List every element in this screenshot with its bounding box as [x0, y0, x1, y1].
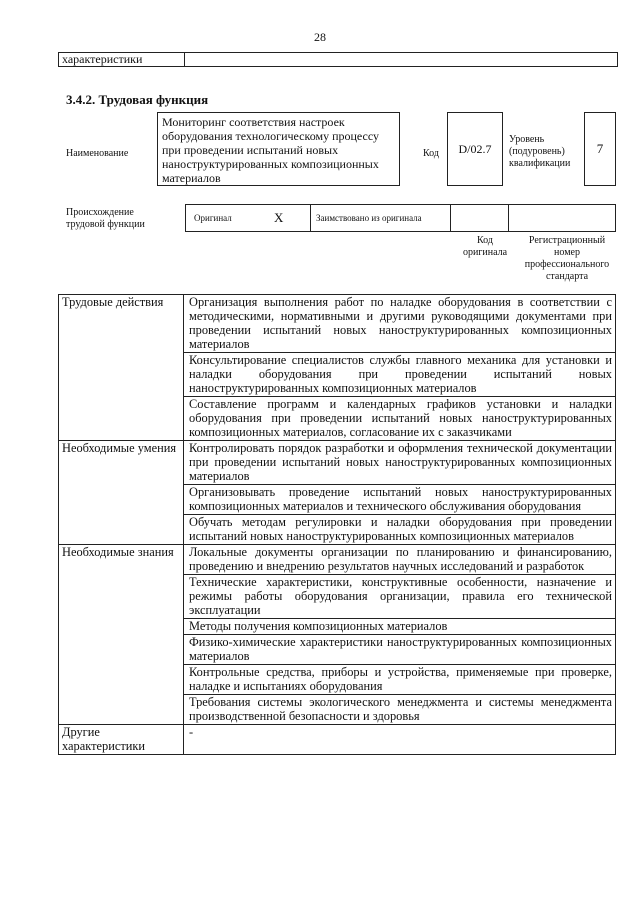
origin-table [185, 204, 616, 232]
labor-actions-label: Трудовые действия [59, 295, 184, 441]
origin-code-cell [451, 205, 509, 231]
origin-reg-cell [509, 205, 615, 231]
origin-reg-caption: Регистрационный номер профессионального стандарта [524, 235, 610, 282]
origin-original-mark: X [274, 210, 284, 225]
knowledge-item: Физико-химические характеристики наноструктурированных композиционных материалов [184, 635, 616, 665]
labor-action-item: Организация выполнения работ по наладке оборудования в соответствии с методическими, нормативными и другими руководящими документами при проведении испытаний новых наноструктурированных композиционных материалов [184, 295, 616, 353]
name-label: Наименование [66, 148, 129, 159]
origin-original-cell [186, 205, 311, 231]
origin-code-caption: Код оригинала [462, 235, 508, 258]
table-row [59, 545, 616, 575]
labor-action-item: Составление программ и календарных графиков установки и наладки оборудования при проведении испытаний новых наноструктурированных композиционных материалов, согласование их с заказчиками [184, 397, 616, 441]
knowledge-item: Технические характеристики, конструктивные особенности, назначение и режимы работы оборудования организации, правила его технической эксплуатации [184, 575, 616, 619]
knowledge-label: Необходимые знания [59, 545, 184, 725]
knowledge-item: Локальные документы организации по планированию и финансированию, проведению и внедрению результатов научных исследований и разработок [184, 545, 616, 575]
function-details-table [58, 294, 616, 755]
carry-over-label: характеристики [59, 53, 185, 66]
origin-borrowed-label: Заимствовано из оригинала [316, 213, 422, 223]
code-value-box: D/02.7 [447, 112, 503, 186]
origin-label: Происхождение трудовой функции [66, 207, 145, 230]
carry-over-row [58, 52, 618, 67]
skill-item: Обучать методам регулировки и наладки оборудования при проведении испытаний новых наноструктурированных композиционных материалов [184, 515, 616, 545]
table-row [59, 725, 616, 755]
origin-original-label: Оригинал [194, 213, 232, 223]
code-label: Код [423, 148, 439, 159]
knowledge-item: Методы получения композиционных материалов [184, 619, 616, 635]
labor-action-item: Консультирование специалистов службы главного механика для установки и наладки оборудования при проведении испытаний новых наноструктурированных композиционных материалов [184, 353, 616, 397]
knowledge-item: Требования системы экологического менеджмента и системы менеджмента производственной безопасности и здоровья [184, 695, 616, 725]
knowledge-item: Контрольные средства, приборы и устройства, применяемые при проверке, наладке и испытаниях оборудования [184, 665, 616, 695]
other-value: - [184, 725, 616, 755]
level-value-box: 7 [584, 112, 616, 186]
skill-item: Организовывать проведение испытаний новых наноструктурированных композиционных материалов и технического обслуживания оборудования [184, 485, 616, 515]
origin-borrowed-cell [311, 205, 451, 231]
level-label: Уровень (подуровень) квалификации [509, 134, 571, 169]
function-name-box: Мониторинг соответствия настроек оборудования технологическому процессу при проведении испытаний новых наноструктурированных композиционных материалов [157, 112, 400, 186]
skill-item: Контролировать порядок разработки и оформления технической документации при проведении испытаний новых наноструктурированных композиционных материалов [184, 441, 616, 485]
page-number: 28 [314, 30, 326, 44]
table-row [59, 441, 616, 485]
other-label: Другие характеристики [59, 725, 184, 755]
skills-label: Необходимые умения [59, 441, 184, 545]
section-title: 3.4.2. Трудовая функция [66, 92, 209, 107]
table-row [59, 295, 616, 353]
